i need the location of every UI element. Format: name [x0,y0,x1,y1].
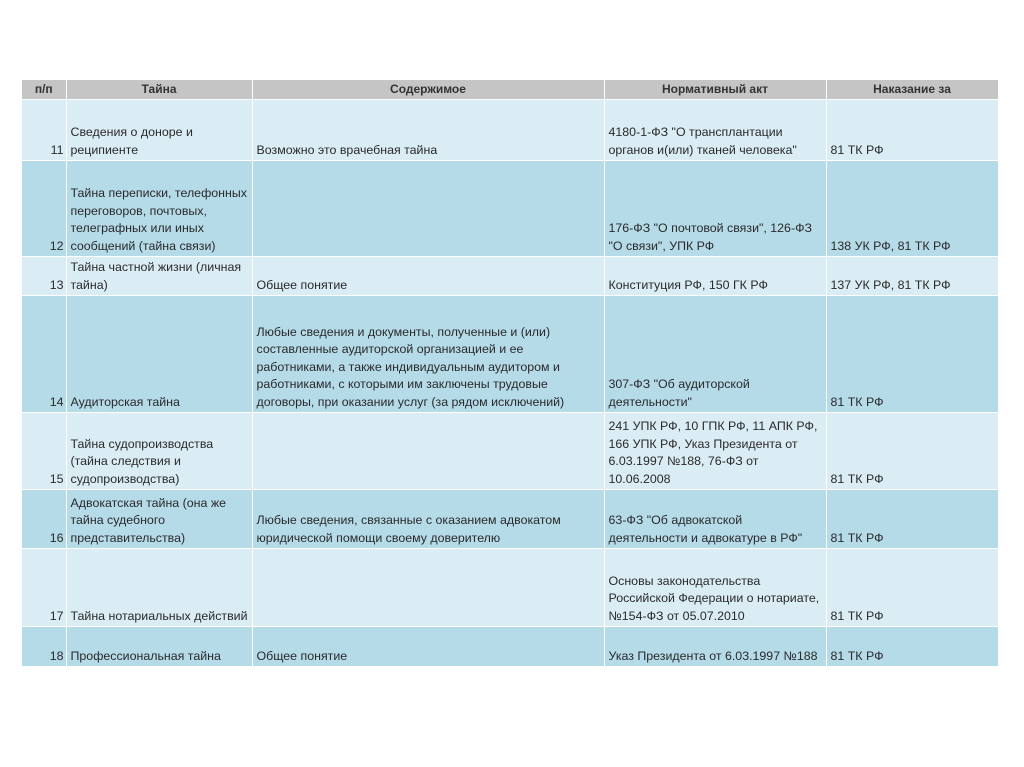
cell-act: Указ Президента от 6.03.1997 №188 [604,627,826,667]
header-num: п/п [22,80,66,100]
table-row [22,549,998,627]
cell-act: Основы законодательства Российской Федерации о нотариате, №154-ФЗ от 05.07.2010 [604,549,826,627]
cell-secret: Сведения о доноре и реципиенте [66,100,252,161]
cell-act: 241 УПК РФ, 10 ГПК РФ, 11 АПК РФ, 166 УПК РФ, Указ Президента от 6.03.1997 №188, 76-ФЗ от 10.06.2008 [604,413,826,490]
cell-act: 307-ФЗ "Об аудиторской деятельности" [604,296,826,413]
cell-secret: Аудиторская тайна [66,296,252,413]
cell-act: 176-ФЗ "О почтовой связи", 126-ФЗ "О связи", УПК РФ [604,161,826,257]
cell-penalty: 81 ТК РФ [826,627,998,667]
table-row [22,413,998,490]
cell-content: Общее понятие [252,627,604,667]
cell-penalty: 81 ТК РФ [826,413,998,490]
cell-num: 11 [22,100,66,161]
table-row [22,490,998,549]
cell-content: Возможно это врачебная тайна [252,100,604,161]
header-penalty: Наказание за [826,80,998,100]
table-row [22,100,998,161]
cell-content [252,161,604,257]
table-header-row [22,80,998,100]
cell-penalty: 81 ТК РФ [826,100,998,161]
header-content: Содержимое [252,80,604,100]
cell-penalty: 138 УК РФ, 81 ТК РФ [826,161,998,257]
cell-penalty: 137 УК РФ, 81 ТК РФ [826,257,998,296]
cell-content [252,413,604,490]
cell-num: 16 [22,490,66,549]
cell-content: Любые сведения и документы, полученные и (или) составленные аудиторской организацией и ее работниками, а также индивидуальным аудитором и работниками, с которыми им заключены трудовые договоры, при оказании услуг (за рядом исключений) [252,296,604,413]
cell-secret: Тайна судопроизводства (тайна следствия и судопроизводства) [66,413,252,490]
cell-secret: Адвокатская тайна (она же тайна судебного представительства) [66,490,252,549]
secrets-table [22,80,999,667]
cell-penalty: 81 ТК РФ [826,296,998,413]
cell-secret: Тайна переписки, телефонных переговоров, почтовых, телеграфных или иных сообщений (тайна связи) [66,161,252,257]
cell-num: 13 [22,257,66,296]
cell-content [252,549,604,627]
cell-content: Любые сведения, связанные с оказанием адвокатом юридической помощи своему доверителю [252,490,604,549]
cell-act: 4180-1-ФЗ "О трансплантации органов и(или) тканей человека" [604,100,826,161]
table-row [22,257,998,296]
table-row [22,627,998,667]
cell-num: 15 [22,413,66,490]
cell-num: 17 [22,549,66,627]
cell-content: Общее понятие [252,257,604,296]
header-secret: Тайна [66,80,252,100]
cell-penalty: 81 ТК РФ [826,490,998,549]
cell-penalty: 81 ТК РФ [826,549,998,627]
cell-num: 14 [22,296,66,413]
cell-secret: Тайна нотариальных действий [66,549,252,627]
table-row [22,161,998,257]
header-act: Нормативный акт [604,80,826,100]
cell-num: 18 [22,627,66,667]
cell-secret: Тайна частной жизни (личная тайна) [66,257,252,296]
cell-secret: Профессиональная тайна [66,627,252,667]
cell-act: Конституция РФ, 150 ГК РФ [604,257,826,296]
cell-num: 12 [22,161,66,257]
cell-act: 63-ФЗ "Об адвокатской деятельности и адвокатуре в РФ" [604,490,826,549]
table-row [22,296,998,413]
